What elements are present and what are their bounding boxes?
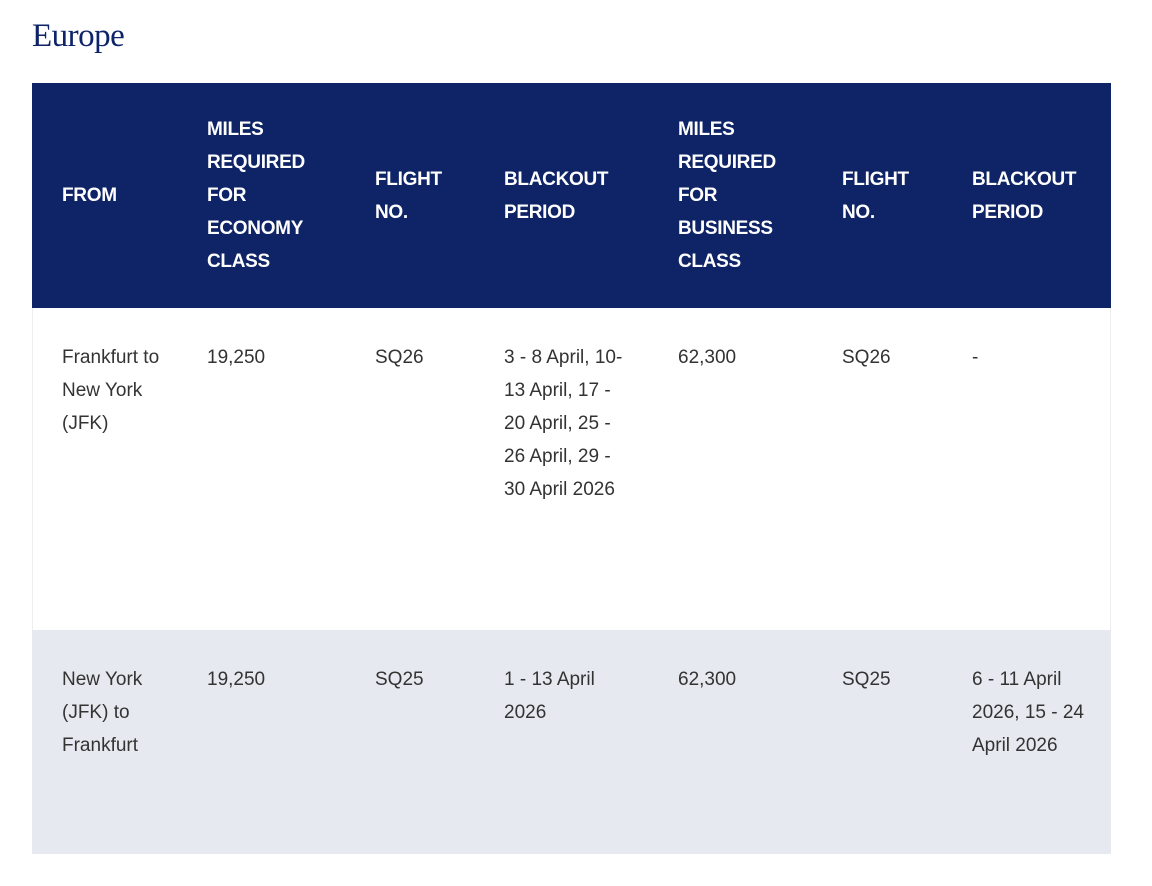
header-from: FROM <box>62 185 117 206</box>
cell-economy-miles: 19,250 <box>207 347 266 368</box>
header-economy-blackout: BLACKOUT PERIOD <box>504 168 609 223</box>
cell-business-miles: 62,300 <box>678 347 737 368</box>
cell-business-blackout: 6 - 11 April 2026, 15 - 24 April 2026 <box>972 669 1084 756</box>
header-business-blackout: BLACKOUT PERIOD <box>972 168 1077 223</box>
cell-economy-blackout: 1 - 13 April 2026 <box>504 669 595 723</box>
cell-economy-miles: 19,250 <box>207 669 266 690</box>
cell-business-flight: SQ26 <box>842 347 891 368</box>
section-title: Europe <box>32 18 125 54</box>
award-miles-table <box>32 83 1111 854</box>
header-economy-flight: FLIGHT NO. <box>375 168 442 223</box>
table-row <box>32 308 1111 630</box>
header-row <box>32 83 1111 308</box>
cell-economy-flight: SQ26 <box>375 347 424 368</box>
cell-business-blackout: - <box>942 308 1111 630</box>
cell-business-miles: 62,300 <box>678 669 737 690</box>
table-body <box>32 308 1111 854</box>
cell-economy-flight: SQ25 <box>375 669 424 690</box>
header-business-miles: MILES REQUIRED FOR BUSINESS CLASS <box>678 119 776 272</box>
cell-business-flight: SQ25 <box>842 669 891 690</box>
table-row <box>32 630 1111 854</box>
cell-from: Frankfurt to New York (JFK) <box>32 308 177 630</box>
cell-from: New York (JFK) to Frankfurt <box>62 669 143 756</box>
header-business-flight: FLIGHT NO. <box>842 168 909 223</box>
header-economy-miles: MILES REQUIRED FOR ECONOMY CLASS <box>207 119 305 272</box>
cell-economy-blackout: 3 - 8 April, 10- 13 April, 17 - 20 April, 25 - 26 April, 29 - 30 April 2026 <box>504 347 623 500</box>
table-header <box>32 83 1111 308</box>
